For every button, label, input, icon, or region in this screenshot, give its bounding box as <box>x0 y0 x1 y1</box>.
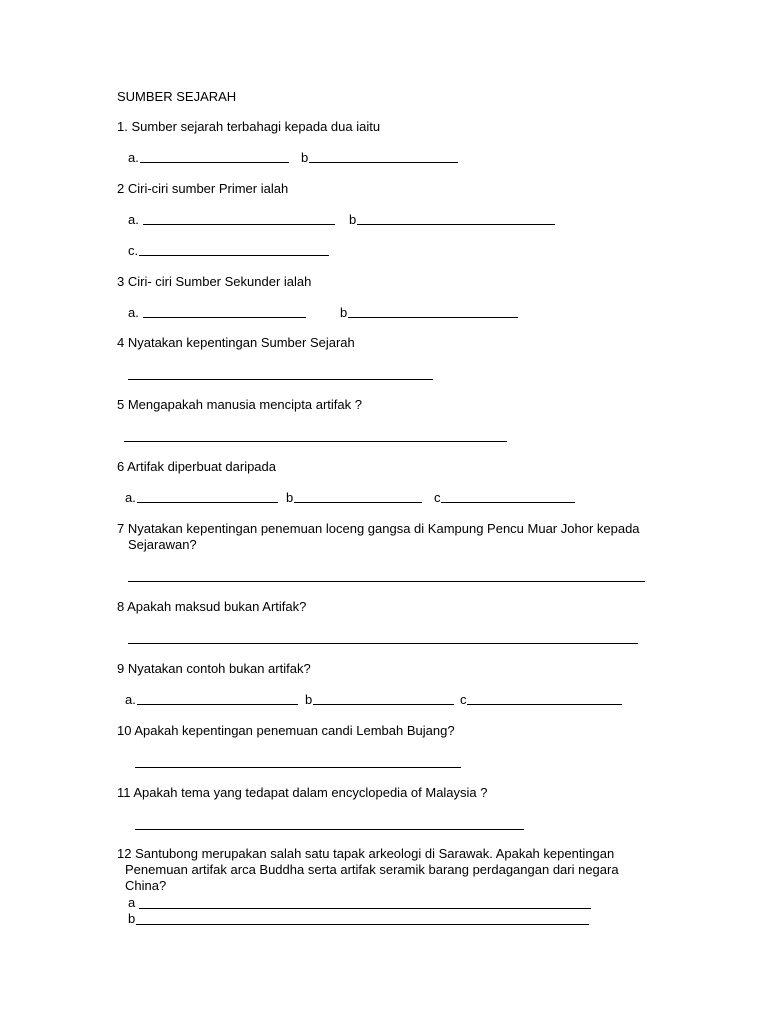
q2-c-label: c. <box>128 243 139 258</box>
question-1: 1. Sumber sejarah terbahagi kepada dua iaitu <box>117 119 381 134</box>
q3-b-label: b <box>340 305 348 320</box>
worksheet-title: SUMBER SEJARAH <box>117 89 237 104</box>
q1-a-answer-line[interactable] <box>140 162 289 163</box>
question-3: 3 Ciri- ciri Sumber Sekunder ialah <box>117 274 312 289</box>
q7-answer-line[interactable] <box>128 581 645 582</box>
q3-a-label: a. <box>128 305 139 320</box>
q9-b-answer-line[interactable] <box>313 704 454 705</box>
q1-b-label: b <box>301 150 309 165</box>
q6-c-answer-line[interactable] <box>441 502 575 503</box>
question-7-line-1: 7 Nyatakan kepentingan penemuan loceng gangsa di Kampung Pencu Muar Johor kepada <box>117 521 640 536</box>
question-6: 6 Artifak diperbuat daripada <box>117 459 276 474</box>
question-12-line-1: 12 Santubong merupakan salah satu tapak arkeologi di Sarawak. Apakah kepentingan <box>117 846 615 861</box>
q6-c-label: c <box>434 490 441 505</box>
q5-answer-line[interactable] <box>124 441 507 442</box>
q9-b-label: b <box>305 692 313 707</box>
question-12-line-3: China? <box>125 878 167 893</box>
q2-b-answer-line[interactable] <box>357 224 555 225</box>
q11-answer-line[interactable] <box>135 829 524 830</box>
q10-answer-line[interactable] <box>135 767 461 768</box>
q2-a-label: a. <box>128 212 139 227</box>
question-2: 2 Ciri-ciri sumber Primer ialah <box>117 181 289 196</box>
q12-b-answer-line[interactable] <box>136 924 589 925</box>
q2-a-answer-line[interactable] <box>143 224 335 225</box>
q6-a-answer-line[interactable] <box>137 502 278 503</box>
q6-a-label: a. <box>125 490 136 505</box>
q3-b-answer-line[interactable] <box>348 317 518 318</box>
q8-answer-line[interactable] <box>128 643 638 644</box>
q9-c-label: c <box>460 692 467 707</box>
q6-b-label: b <box>286 490 294 505</box>
q9-a-label: a. <box>125 692 136 707</box>
q3-a-answer-line[interactable] <box>143 317 306 318</box>
q1-b-answer-line[interactable] <box>309 162 458 163</box>
q9-a-answer-line[interactable] <box>137 704 298 705</box>
q12-b-label: b <box>128 911 136 926</box>
question-12-line-2: Penemuan artifak arca Buddha serta artifak seramik barang perdagangan dari negara <box>125 862 619 877</box>
question-11: 11 Apakah tema yang tedapat dalam encyclopedia of Malaysia ? <box>117 785 488 800</box>
q2-b-label: b <box>349 212 357 227</box>
question-10: 10 Apakah kepentingan penemuan candi Lembah Bujang? <box>117 723 455 738</box>
question-9: 9 Nyatakan contoh bukan artifak? <box>117 661 311 676</box>
q6-b-answer-line[interactable] <box>294 502 422 503</box>
question-7-line-2: Sejarawan? <box>128 537 197 552</box>
q1-a-label: a. <box>128 150 139 165</box>
q12-a-answer-line[interactable] <box>139 908 591 909</box>
q4-answer-line[interactable] <box>128 379 433 380</box>
q2-c-answer-line[interactable] <box>139 255 329 256</box>
question-5: 5 Mengapakah manusia mencipta artifak ? <box>117 397 362 412</box>
q12-a-label: a <box>128 895 136 910</box>
question-4: 4 Nyatakan kepentingan Sumber Sejarah <box>117 335 355 350</box>
q9-c-answer-line[interactable] <box>467 704 622 705</box>
question-8: 8 Apakah maksud bukan Artifak? <box>117 599 307 614</box>
